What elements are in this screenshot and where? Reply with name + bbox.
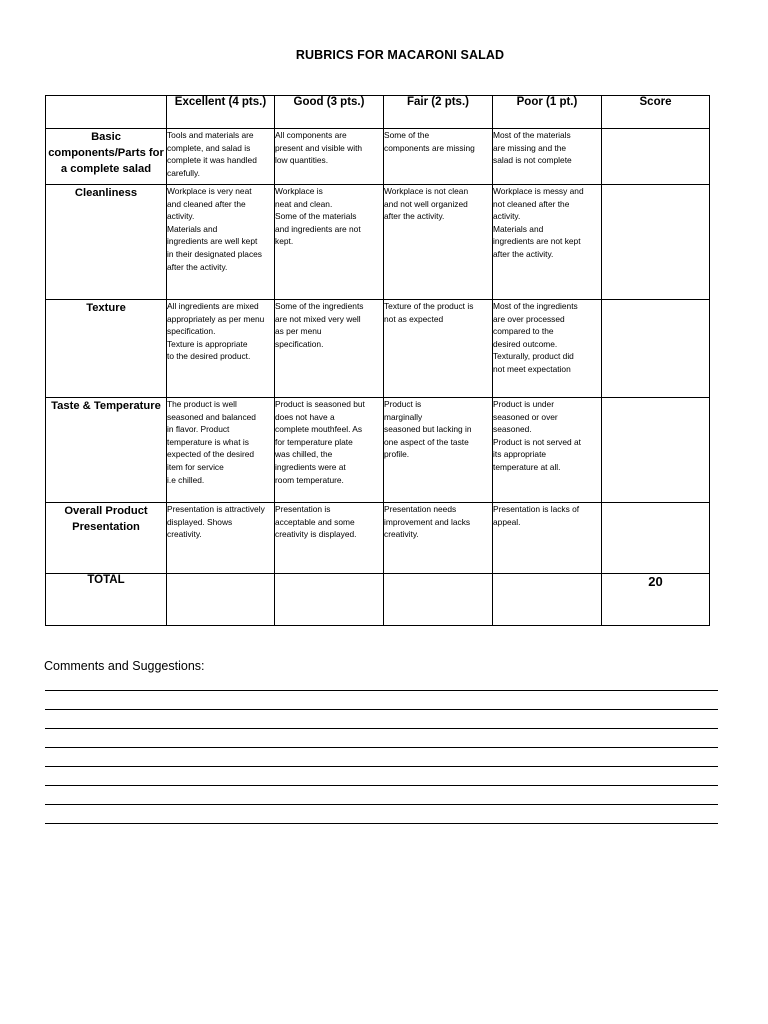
total-row bbox=[46, 574, 710, 626]
poor-cell: Presentation is lacks of appeal. bbox=[493, 503, 602, 574]
excellent-cell: Tools and materials are complete, and salad is complete it was handled carefully. bbox=[167, 129, 275, 185]
total-excellent-cell bbox=[167, 574, 275, 626]
good-cell: Product is seasoned but does not have a complete mouthfeel. As for temperature plate was chilled, the ingredients were at room temperature. bbox=[275, 398, 384, 503]
fair-cell: Some of the components are missing bbox=[384, 129, 493, 185]
score-cell[interactable] bbox=[602, 300, 710, 398]
good-cell: Presentation is acceptable and some creativity is displayed. bbox=[275, 503, 384, 574]
criterion-label: Taste & Temperature bbox=[46, 398, 167, 503]
comment-lines[interactable] bbox=[45, 690, 718, 824]
header-row bbox=[46, 96, 710, 129]
comment-line[interactable] bbox=[45, 691, 718, 710]
excellent-cell: Workplace is very neat and cleaned after the activity. Materials and ingredients are well kept in their designated places after the activity. bbox=[167, 185, 275, 300]
comment-line[interactable] bbox=[45, 767, 718, 786]
fair-cell: Workplace is not clean and not well organized after the activity. bbox=[384, 185, 493, 300]
criterion-label: Cleanliness bbox=[46, 185, 167, 300]
rubric-table bbox=[45, 95, 710, 626]
total-fair-cell bbox=[384, 574, 493, 626]
excellent-cell: All ingredients are mixed appropriately as per menu specification. Texture is appropriate to the desired product. bbox=[167, 300, 275, 398]
criterion-label: Basic components/Parts for a complete salad bbox=[46, 129, 167, 185]
excellent-cell: Presentation is attractively displayed. Shows creativity. bbox=[167, 503, 275, 574]
table-row bbox=[46, 185, 710, 300]
document-title: RUBRICS FOR MACARONI SALAD bbox=[295, 48, 505, 62]
total-good-cell bbox=[275, 574, 384, 626]
header-excellent: Excellent (4 pts.) bbox=[167, 96, 275, 129]
header-poor: Poor (1 pt.) bbox=[493, 96, 602, 129]
header-score: Score bbox=[602, 96, 710, 129]
comment-line[interactable] bbox=[45, 748, 718, 767]
good-cell: Some of the ingredients are not mixed very well as per menu specification. bbox=[275, 300, 384, 398]
good-cell: Workplace is neat and clean. Some of the materials and ingredients are not kept. bbox=[275, 185, 384, 300]
table-row bbox=[46, 300, 710, 398]
poor-cell: Product is under seasoned or over seasoned. Product is not served at its appropriate temperature at all. bbox=[493, 398, 602, 503]
poor-cell: Most of the materials are missing and the salad is not complete bbox=[493, 129, 602, 185]
good-cell: All components are present and visible with low quantities. bbox=[275, 129, 384, 185]
score-cell[interactable] bbox=[602, 398, 710, 503]
score-cell[interactable] bbox=[602, 185, 710, 300]
criterion-label: Overall Product Presentation bbox=[46, 503, 167, 574]
comment-line[interactable] bbox=[45, 729, 718, 748]
score-cell[interactable] bbox=[602, 503, 710, 574]
fair-cell: Texture of the product is not as expected bbox=[384, 300, 493, 398]
header-fair: Fair (2 pts.) bbox=[384, 96, 493, 129]
score-cell[interactable] bbox=[602, 129, 710, 185]
excellent-cell: The product is well seasoned and balanced in flavor. Product temperature is what is expected of the desired item for service i.e chilled. bbox=[167, 398, 275, 503]
comments-label: Comments and Suggestions: bbox=[44, 659, 205, 673]
comment-line[interactable] bbox=[45, 786, 718, 805]
poor-cell: Workplace is messy and not cleaned after the activity. Materials and ingredients are not kept after the activity. bbox=[493, 185, 602, 300]
comment-line[interactable] bbox=[45, 805, 718, 824]
total-label: TOTAL bbox=[46, 574, 167, 626]
table-row bbox=[46, 398, 710, 503]
fair-cell: Presentation needs improvement and lacks creativity. bbox=[384, 503, 493, 574]
criterion-label: Texture bbox=[46, 300, 167, 398]
header-good: Good (3 pts.) bbox=[275, 96, 384, 129]
poor-cell: Most of the ingredients are over processed compared to the desired outcome. Texturally, product did not meet expectation bbox=[493, 300, 602, 398]
table-row bbox=[46, 503, 710, 574]
fair-cell: Product is marginally seasoned but lacking in one aspect of the taste profile. bbox=[384, 398, 493, 503]
comment-line[interactable] bbox=[45, 710, 718, 729]
total-poor-cell bbox=[493, 574, 602, 626]
total-score: 20 bbox=[602, 574, 710, 626]
table-row bbox=[46, 129, 710, 185]
header-criteria bbox=[46, 96, 167, 129]
